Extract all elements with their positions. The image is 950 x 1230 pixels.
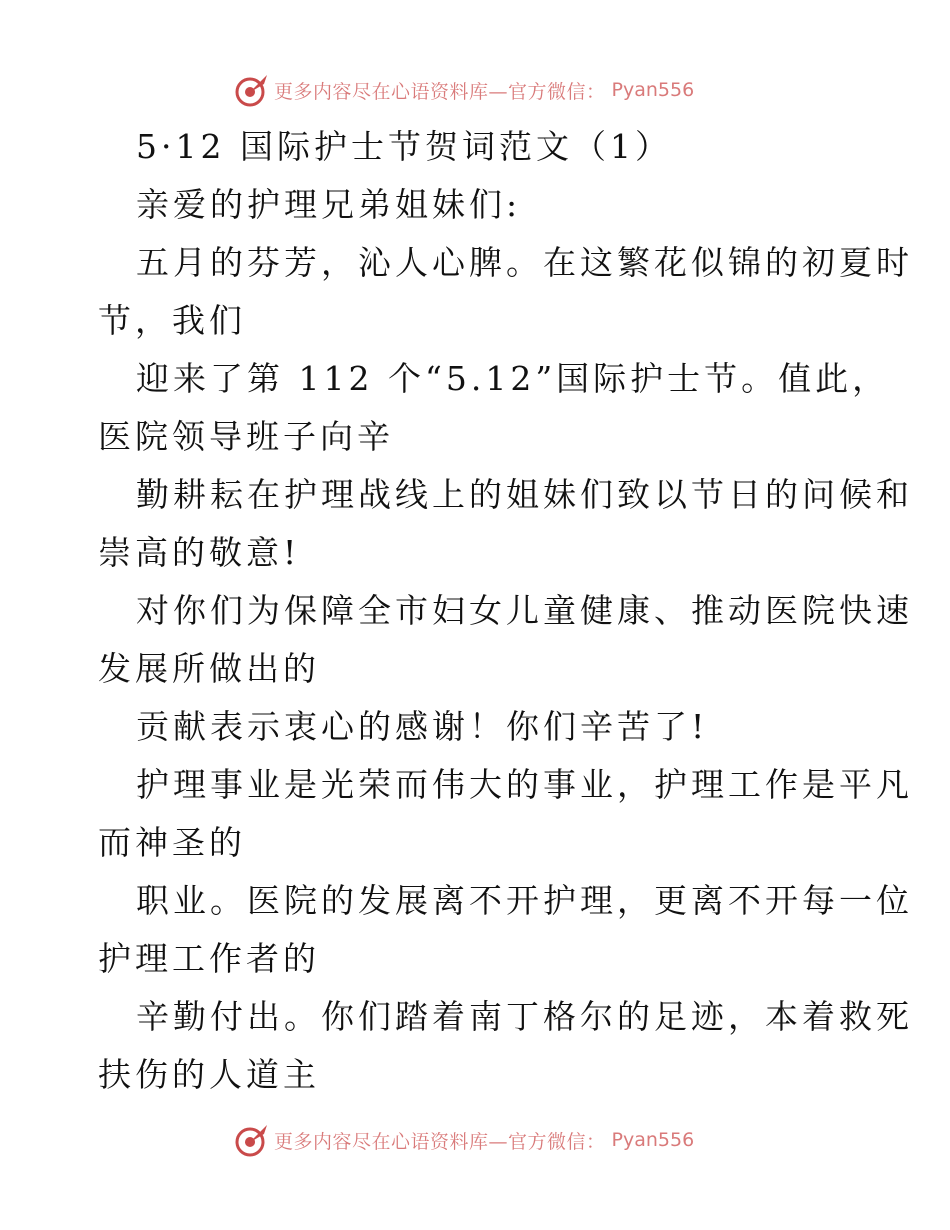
- doc-line: 职业。医院的发展离不开护理，更离不开每一位: [136, 881, 913, 920]
- document-body: [98, 118, 913, 1104]
- doc-title: 5·12 国际护士节贺词范文（1）: [136, 127, 672, 166]
- doc-line: 辛勤付出。你们踏着南丁格尔的足迹，本着救死: [136, 997, 913, 1036]
- doc-line: 迎来了第 112 个“5.12”国际护士节。值此，: [136, 359, 890, 398]
- quill-logo-icon: [234, 72, 270, 108]
- header-watermark: [234, 72, 694, 108]
- watermark-text: 更多内容尽在心语资料库—官方微信：: [274, 80, 606, 103]
- quill-logo-icon: [234, 1122, 270, 1158]
- watermark-wechat-id: Pyan556: [611, 1129, 695, 1151]
- doc-line: 而神圣的: [98, 823, 246, 862]
- watermark-text: 更多内容尽在心语资料库—官方微信：: [274, 1130, 606, 1153]
- watermark-wechat-id: Pyan556: [611, 79, 695, 101]
- doc-line: 扶伤的人道主: [98, 1055, 320, 1094]
- doc-line: 亲爱的护理兄弟姐妹们:: [136, 185, 522, 224]
- doc-line: 节，我们: [98, 301, 246, 340]
- doc-line: 发展所做出的: [98, 649, 320, 688]
- doc-line: 对你们为保障全市妇女儿童健康、推动医院快速: [136, 591, 913, 630]
- doc-line: 五月的芬芳，沁人心脾。在这繁花似锦的初夏时: [136, 243, 913, 282]
- doc-line: 勤耕耘在护理战线上的姐妹们致以节日的问候和: [136, 475, 913, 514]
- doc-line: 医院领导班子向辛: [98, 417, 394, 456]
- doc-line: 贡献表示衷心的感谢！你们辛苦了!: [136, 707, 709, 746]
- doc-line: 护理工作者的: [98, 939, 320, 978]
- footer-watermark: [234, 1122, 694, 1158]
- doc-line: 护理事业是光荣而伟大的事业，护理工作是平凡: [136, 765, 913, 804]
- doc-line: 崇高的敬意!: [98, 533, 301, 572]
